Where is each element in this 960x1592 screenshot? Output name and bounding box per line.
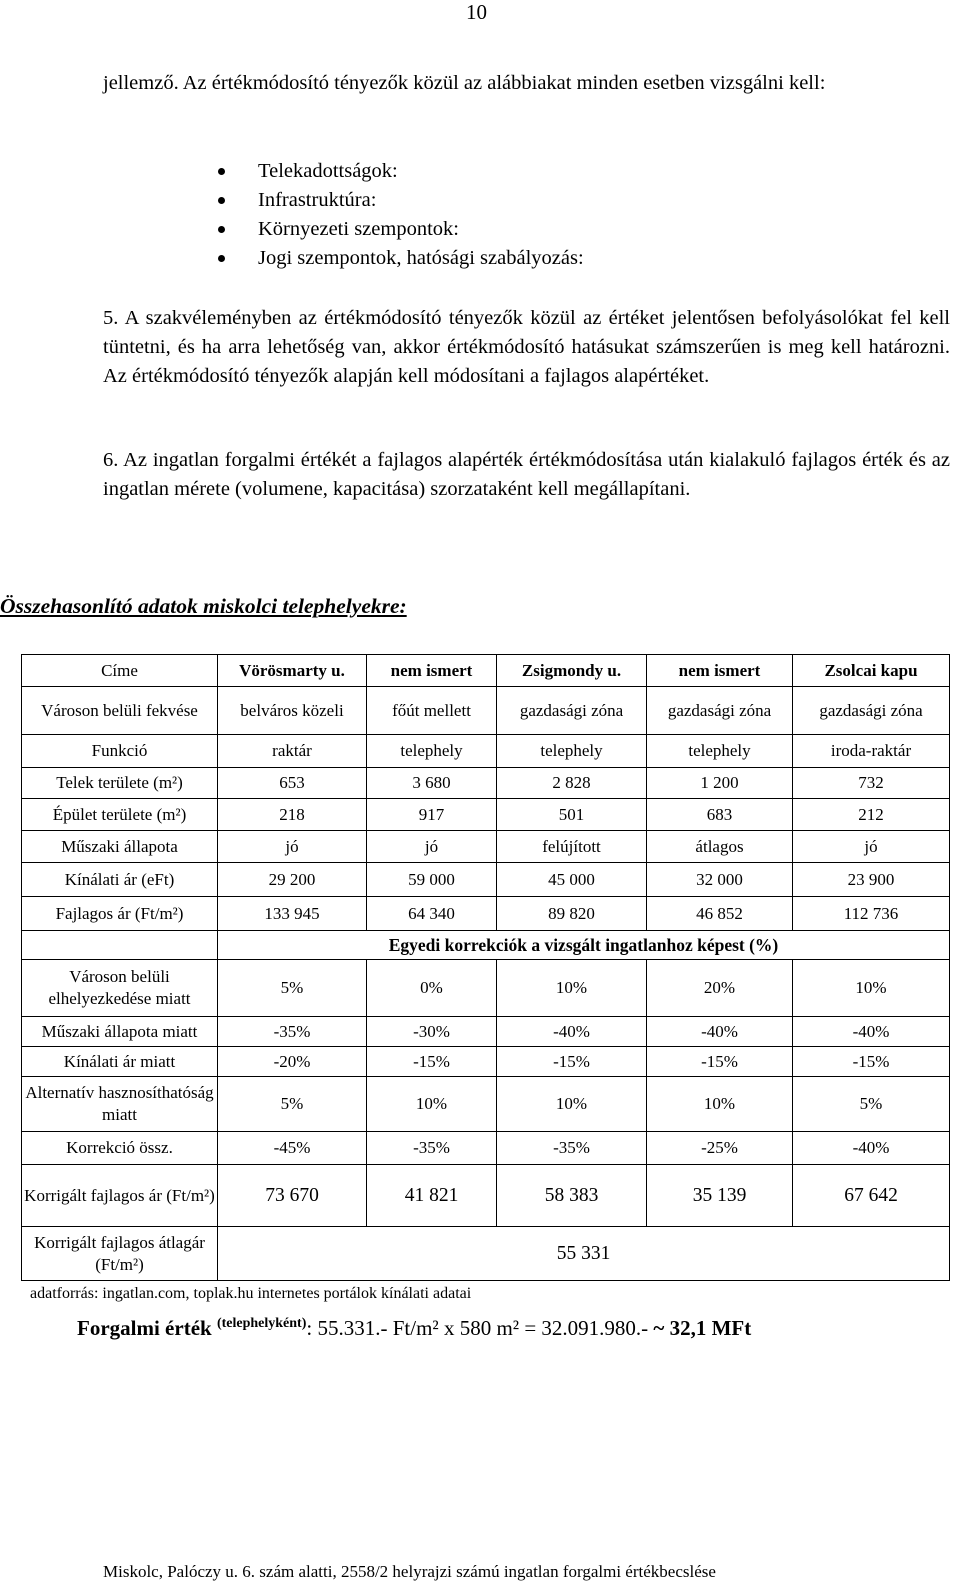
row-label: Épület területe (m²) bbox=[22, 799, 218, 831]
address-cell: Zsolcai kapu bbox=[793, 655, 950, 687]
table-cell: 0% bbox=[367, 960, 497, 1017]
comparison-table bbox=[21, 654, 950, 1281]
table-cell: 59 000 bbox=[367, 863, 497, 897]
bullet-text: Jogi szempontok, hatósági szabályozás: bbox=[258, 247, 584, 269]
bullet-dot-icon bbox=[218, 197, 225, 204]
table-cell: 212 bbox=[793, 799, 950, 831]
table-cell: telephely bbox=[367, 735, 497, 768]
table-cell: iroda-raktár bbox=[793, 735, 950, 768]
intro-paragraph: jellemző. Az értékmódosító tényezők közül az alábbiakat minden esetben vizsgálni kell: bbox=[103, 72, 826, 94]
table-cell: -15% bbox=[647, 1047, 793, 1077]
table-cell: -30% bbox=[367, 1017, 497, 1047]
table-cell: 5% bbox=[218, 960, 367, 1017]
table-cell: 29 200 bbox=[218, 863, 367, 897]
table-row bbox=[22, 1077, 950, 1132]
table-cell: 917 bbox=[367, 799, 497, 831]
table-cell: 20% bbox=[647, 960, 793, 1017]
table-cell: -15% bbox=[497, 1047, 647, 1077]
address-cell: nem ismert bbox=[367, 655, 497, 687]
row-label: Városon belüli fekvése bbox=[22, 687, 218, 735]
table-cell: 501 bbox=[497, 799, 647, 831]
table-cell: -15% bbox=[367, 1047, 497, 1077]
table-cell: -40% bbox=[793, 1017, 950, 1047]
bullet-text: Környezeti szempontok: bbox=[258, 218, 459, 240]
table-cell: főút mellett bbox=[367, 687, 497, 735]
address-cell: nem ismert bbox=[647, 655, 793, 687]
table-cell: gazdasági zóna bbox=[793, 687, 950, 735]
table-row bbox=[22, 1227, 950, 1281]
table-cell: 67 642 bbox=[793, 1165, 950, 1227]
table-cell: 46 852 bbox=[647, 897, 793, 931]
row-label: Műszaki állapota bbox=[22, 831, 218, 863]
table-row bbox=[22, 799, 950, 831]
row-label: Korrigált fajlagos átlagár (Ft/m²) bbox=[22, 1227, 218, 1281]
source-note: adatforrás: ingatlan.com, toplak.hu internetes portálok kínálati adatai bbox=[30, 1285, 472, 1302]
table-cell: gazdasági zóna bbox=[497, 687, 647, 735]
row-label: Funkció bbox=[22, 735, 218, 768]
bullet-dot-icon bbox=[218, 226, 225, 233]
bullet-text: Infrastruktúra: bbox=[258, 189, 377, 211]
table-cell: 218 bbox=[218, 799, 367, 831]
table-cell: -15% bbox=[793, 1047, 950, 1077]
table-cell: 1 200 bbox=[647, 768, 793, 799]
table-cell: -25% bbox=[647, 1132, 793, 1165]
table-cell: 133 945 bbox=[218, 897, 367, 931]
table-cell: 73 670 bbox=[218, 1165, 367, 1227]
bullet-text: Telekadottságok: bbox=[258, 160, 398, 182]
table-cell: 10% bbox=[647, 1077, 793, 1132]
table-cell: átlagos bbox=[647, 831, 793, 863]
address-cell: Vörösmarty u. bbox=[218, 655, 367, 687]
table-cell: 3 680 bbox=[367, 768, 497, 799]
table-row bbox=[22, 1165, 950, 1227]
table-cell: 10% bbox=[497, 1077, 647, 1132]
final-value-result: ~ 32,1 MFt bbox=[653, 1316, 752, 1340]
row-label: Kínálati ár miatt bbox=[22, 1047, 218, 1077]
table-cell: 58 383 bbox=[497, 1165, 647, 1227]
table-row bbox=[22, 687, 950, 735]
table-cell: telephely bbox=[497, 735, 647, 768]
table-cell: 89 820 bbox=[497, 897, 647, 931]
empty-cell bbox=[22, 931, 218, 960]
table-cell: 683 bbox=[647, 799, 793, 831]
table-cell: 112 736 bbox=[793, 897, 950, 931]
table-cell: jó bbox=[793, 831, 950, 863]
table-cell: telephely bbox=[647, 735, 793, 768]
table-row bbox=[22, 655, 950, 687]
table-cell: jó bbox=[367, 831, 497, 863]
corrections-heading: Egyedi korrekciók a vizsgált ingatlanhoz képest (%) bbox=[218, 931, 950, 960]
table-cell: 35 139 bbox=[647, 1165, 793, 1227]
table-cell: 2 828 bbox=[497, 768, 647, 799]
bullet-dot-icon bbox=[218, 168, 225, 175]
table-cell: -35% bbox=[497, 1132, 647, 1165]
table-cell: 10% bbox=[793, 960, 950, 1017]
table-cell: gazdasági zóna bbox=[647, 687, 793, 735]
table-cell: -20% bbox=[218, 1047, 367, 1077]
table-cell: -40% bbox=[647, 1017, 793, 1047]
row-label: Alternatív hasznosíthatóság miatt bbox=[22, 1077, 218, 1132]
table-row bbox=[22, 735, 950, 768]
table-cell: 23 900 bbox=[793, 863, 950, 897]
table-cell: -40% bbox=[497, 1017, 647, 1047]
table-cell: 5% bbox=[218, 1077, 367, 1132]
table-cell: felújított bbox=[497, 831, 647, 863]
paragraph-6: 6. Az ingatlan forgalmi értékét a fajlagos alapérték értékmódosítása után kialakuló fajlagos érték és az ingatlan mérete (volumene, kapacitása) szorzataként kell megállapítani. bbox=[103, 449, 950, 500]
table-cell: 64 340 bbox=[367, 897, 497, 931]
table-row bbox=[22, 960, 950, 1017]
table-cell: 10% bbox=[497, 960, 647, 1017]
final-value-label: Forgalmi érték bbox=[77, 1316, 212, 1340]
row-label: Műszaki állapota miatt bbox=[22, 1017, 218, 1047]
table-row bbox=[22, 1047, 950, 1077]
bullet-dot-icon bbox=[218, 255, 225, 262]
row-label: Városon belüli elhelyezkedése miatt bbox=[22, 960, 218, 1017]
final-value-line bbox=[77, 1316, 751, 1341]
table-cell: 41 821 bbox=[367, 1165, 497, 1227]
section-heading: Összehasonlító adatok miskolci telephelyekre: bbox=[0, 594, 407, 618]
table-cell: raktár bbox=[218, 735, 367, 768]
final-value-superscript: (telephelyként) bbox=[216, 1316, 307, 1331]
table-cell: 10% bbox=[367, 1077, 497, 1132]
table-row bbox=[22, 1017, 950, 1047]
table-row bbox=[22, 768, 950, 799]
table-row bbox=[22, 931, 950, 960]
row-label: Címe bbox=[22, 655, 218, 687]
row-label: Telek területe (m²) bbox=[22, 768, 218, 799]
table-cell: -45% bbox=[218, 1132, 367, 1165]
table-cell: -40% bbox=[793, 1132, 950, 1165]
page-footer: Miskolc, Palóczy u. 6. szám alatti, 2558/2 helyrajzi számú ingatlan forgalmi értékbecslése bbox=[103, 1562, 716, 1581]
table-row bbox=[22, 831, 950, 863]
row-label: Kínálati ár (eFt) bbox=[22, 863, 218, 897]
table-cell: 32 000 bbox=[647, 863, 793, 897]
row-label: Korrigált fajlagos ár (Ft/m²) bbox=[22, 1165, 218, 1227]
table-cell: 653 bbox=[218, 768, 367, 799]
table-row bbox=[22, 897, 950, 931]
table-row bbox=[22, 863, 950, 897]
table-cell: 5% bbox=[793, 1077, 950, 1132]
table-row bbox=[22, 1132, 950, 1165]
table-cell: 45 000 bbox=[497, 863, 647, 897]
table-cell: -35% bbox=[367, 1132, 497, 1165]
row-label: Fajlagos ár (Ft/m²) bbox=[22, 897, 218, 931]
paragraph-5: 5. A szakvéleményben az értékmódosító tényezők közül az értéket jelentősen befolyásolókat fel kell tüntetni, és ha arra lehetőség van, akkor értékmódosító hatásukat számszerűen is meg kell határozni. Az értékmódosító tényezők alapján kell módosítani a fajlagos alapértéket. bbox=[103, 307, 950, 387]
address-cell: Zsigmondy u. bbox=[497, 655, 647, 687]
table-cell: jó bbox=[218, 831, 367, 863]
table-cell: belváros közeli bbox=[218, 687, 367, 735]
table-cell: 732 bbox=[793, 768, 950, 799]
table-cell: -35% bbox=[218, 1017, 367, 1047]
row-label: Korrekció össz. bbox=[22, 1132, 218, 1165]
average-value: 55 331 bbox=[218, 1227, 950, 1281]
page-number: 10 bbox=[466, 0, 487, 24]
final-value-formula: : 55.331.- Ft/m² x 580 m² = 32.091.980.- bbox=[306, 1316, 649, 1340]
